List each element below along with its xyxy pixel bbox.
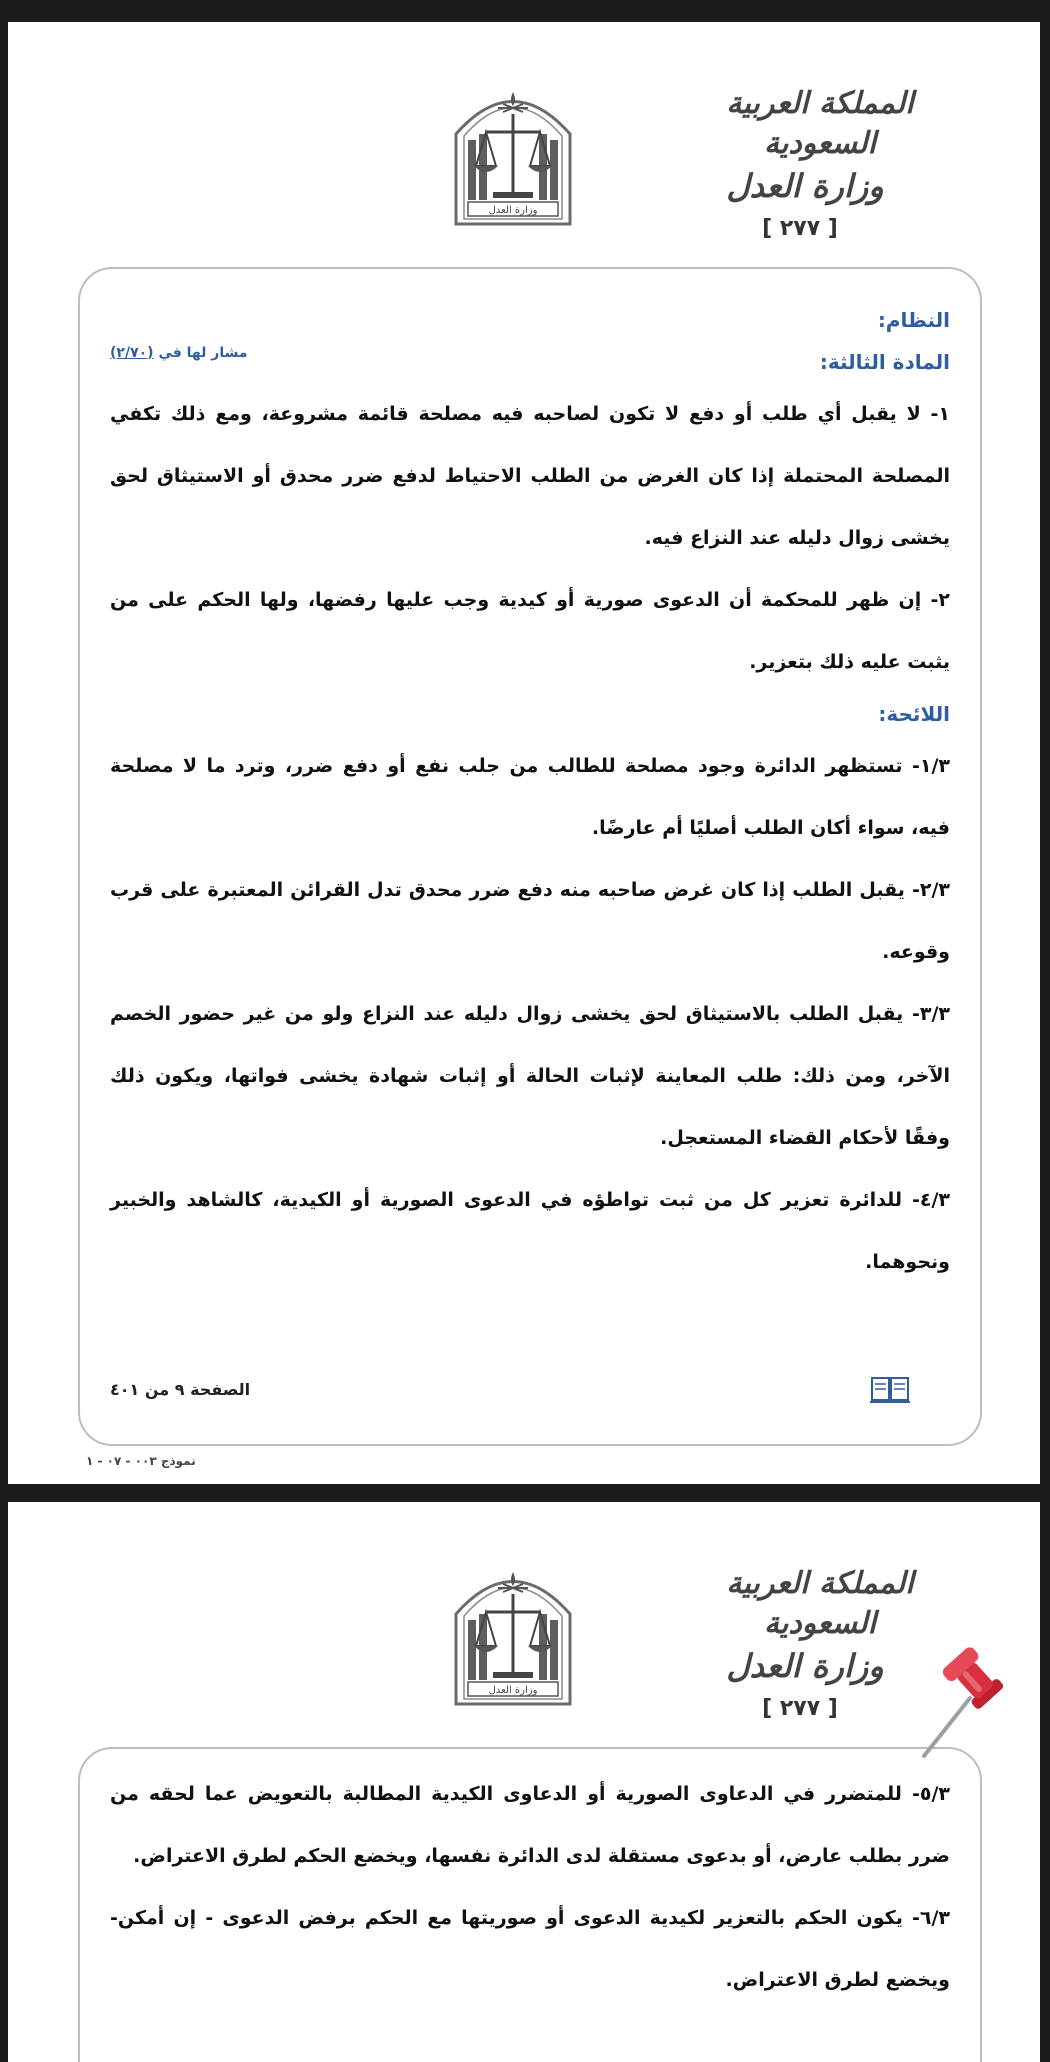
document-page-1 bbox=[8, 22, 1040, 1484]
ministry-title: وزارة العدل bbox=[726, 1647, 884, 1685]
regulation-item: ٣/٣- يقبل الطلب بالاستيثاق لحق يخشى زوال دليله عند النزاع ولو من غير حضور الخصم الآخر، ومن ذلك: طلب المعاينة لإثبات الحالة أو إثبات شهادة يخشى فواتها، ويكون ذلك وفقًا لأحكام القضاء المستعجل. bbox=[110, 1003, 950, 1149]
regulation-item: ٤/٣- للدائرة تعزير كل من ثبت تواطؤه في الدعوى الصورية أو الكيدية، كالشاهد والخبير ونحوهما. bbox=[110, 1189, 950, 1273]
article-heading: المادة الثالثة: bbox=[819, 350, 950, 374]
article-paragraph-1: ١- لا يقبل أي طلب أو دفع لا تكون لصاحبه فيه مصلحة قائمة مشروعة، ومع ذلك تكفي المصلحة المحتملة إذا كان الغرض من الطلب الاحتياط لدفع ضرر محدق أو الاستيثاق لحق يخشى زوال دليله عند النزاع فيه. bbox=[110, 403, 950, 549]
pushpin-icon[interactable] bbox=[920, 1640, 1030, 1760]
regulation-item: ٥/٣- للمتضرر في الدعاوى الصورية أو الدعاوى الكيدية المطالبة بالتعويض عما لحقه من ضرر بطلب عارض، أو بدعوى مستقلة لدى الدائرة نفسها، ويخضع الحكم لطرق الاعتراض. bbox=[110, 1783, 950, 1867]
form-code: نموذج ٠٠٣ - ٠٧ - ١ bbox=[86, 1454, 196, 1468]
regulation-item: ١/٣- تستظهر الدائرة وجود مصلحة للطالب من جلب نفع أو دفع ضرر، وترد ما لا مصلحة فيه، سواء أكان الطلب أصليًا أم عارضًا. bbox=[110, 755, 950, 839]
emblem-caption: وزارة العدل bbox=[488, 205, 538, 216]
top-dark-strip bbox=[0, 0, 1050, 18]
kingdom-title: المملكة العربية السعودية bbox=[726, 86, 914, 161]
document-number: [ ٢٧٧ ] bbox=[762, 1696, 838, 1721]
ministry-title: وزارة العدل bbox=[726, 167, 884, 205]
kingdom-title: المملكة العربية السعودية bbox=[726, 1566, 914, 1641]
cross-reference-link[interactable]: (٢/٧٠) bbox=[110, 345, 154, 361]
document-number: [ ٢٧٧ ] bbox=[762, 216, 838, 241]
document-page-2 bbox=[8, 1502, 1040, 2062]
cross-reference bbox=[110, 345, 248, 361]
system-heading: النظام: bbox=[877, 308, 950, 332]
regulation-item: ٢/٣- يقبل الطلب إذا كان غرض صاحبه منه دفع ضرر محدق تدل القرائن المعتبرة على قرب وقوعه. bbox=[110, 879, 950, 963]
regulation-heading: اللائحة: bbox=[878, 702, 950, 726]
ministry-header bbox=[695, 1564, 945, 1721]
content-card bbox=[78, 267, 982, 1446]
article-paragraph-2: ٢- إن ظهر للمحكمة أن الدعوى صورية أو كيدية وجب عليها رفضها، ولها الحكم على من يثبت عليه ذلك بتعزير. bbox=[110, 589, 950, 673]
ministry-header bbox=[695, 84, 945, 241]
regulation-item: ٦/٣- يكون الحكم بالتعزير لكيدية الدعوى أو صوريتها مع الحكم برفض الدعوى - إن أمكن- ويخضع لطرق الاعتراض. bbox=[110, 1907, 950, 1991]
card-footer bbox=[110, 1374, 950, 1408]
emblem-caption: وزارة العدل bbox=[488, 1685, 538, 1696]
ministry-emblem-icon bbox=[448, 1554, 578, 1714]
content-card bbox=[78, 1747, 982, 2062]
ministry-emblem-icon bbox=[448, 74, 578, 234]
cross-reference-label: مشار لها في bbox=[158, 345, 248, 361]
page-number: الصفحة ٩ من ٤٠١ bbox=[110, 1380, 251, 1399]
book-icon[interactable] bbox=[870, 1374, 910, 1404]
